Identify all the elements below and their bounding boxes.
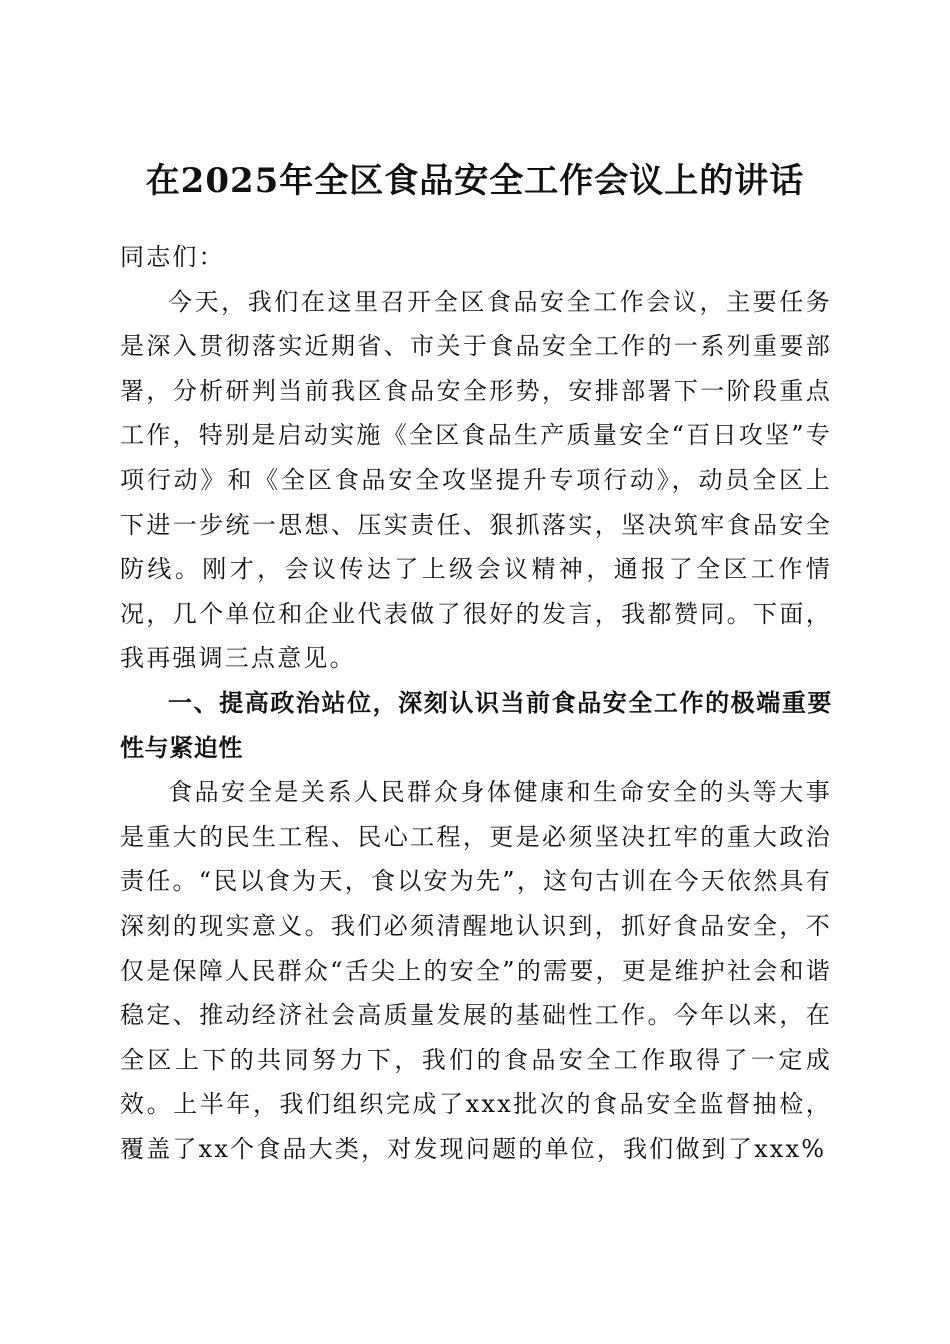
salutation: 同志们： (120, 243, 225, 271)
document-title: 在2025年全区食品安全工作会议上的讲话 (145, 160, 805, 201)
document-body (120, 235, 832, 1171)
paragraph-section-1: 食品安全是关系人民群众身体健康和生命安全的头等大事是重大的民生工程、民心工程，更是必须坚决扛牢的重大政治责任。“民以食为天，食以安为先”，这句古训在今天依然具有深刻的现实意义。我们必须清醒地认识到，抓好食品安全，不仅是保障人民群众“舌尖上的安全”的需要，更是维护社会和谐稳定、推动经济社会高质量发展的基础性工作。今年以来，在全区上下的共同努力下，我们的食品安全工作取得了一定成效。上半年，我们组织完成了xxx批次的食品安全监督抽检，覆盖了xx个食品大类，对发现问题的单位，我们做到了xxx% (120, 778, 832, 1163)
section-heading-1: 一、提高政治站位，深刻认识当前食品安全工作的极端重要性与紧迫性 (120, 688, 832, 762)
paragraph-intro: 今天，我们在这里召开全区食品安全工作会议，主要任务是深入贯彻落实近期省、市关于食品安全工作的一系列重要部署，分析研判当前我区食品安全形势，安排部署下一阶段重点工作，特别是启动实施《全区食品生产质量安全“百日攻坚”专项行动》和《全区食品安全攻坚提升专项行动》，动员全区上下进一步统一思想、压实责任、狠抓落实，坚决筑牢食品安全防线。刚才，会议传达了上级会议精神，通报了全区工作情况，几个单位和企业代表做了很好的发言，我都赞同。下面，我再强调三点意见。 (120, 287, 832, 673)
